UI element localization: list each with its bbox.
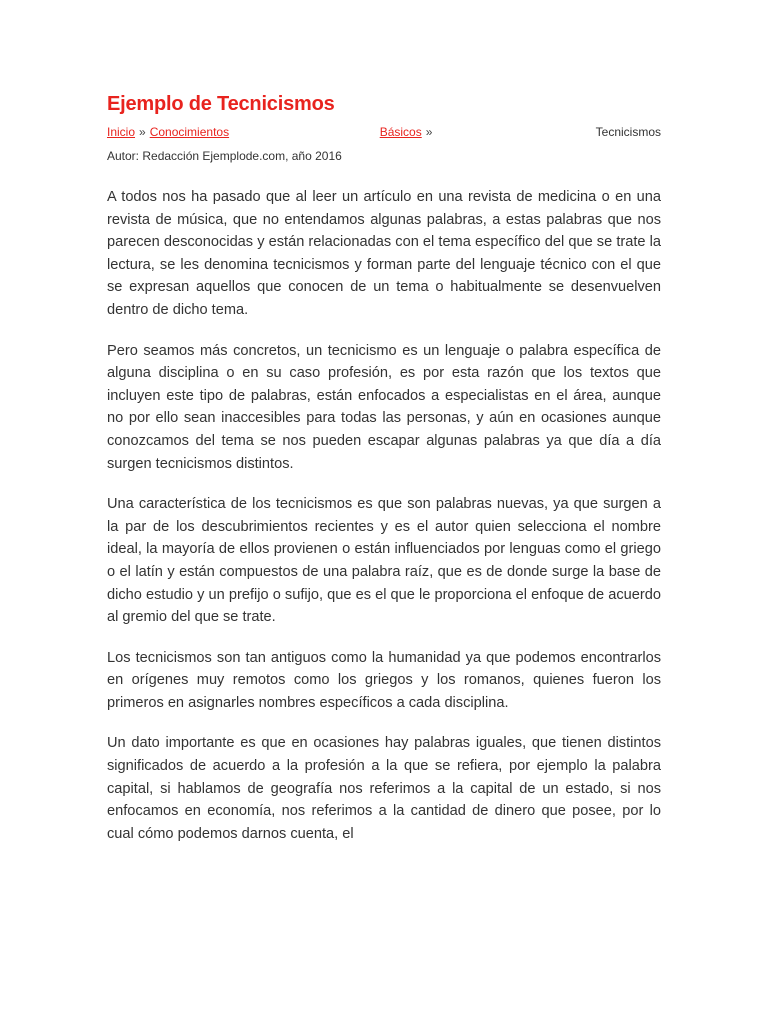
breadcrumb-subsection-link[interactable]: Básicos xyxy=(379,125,422,139)
paragraph: A todos nos ha pasado que al leer un artículo en una revista de medicina o en una revista de música, que no entendamos algunas palabras, a estas palabras que nos parecen desconocidas y están relacionadas con el tema específico del que se trate la lectura, se les denomina tecnicismos y forman parte del lenguaje técnico con el que se expresan aquellos que conocen de un tema o habitualmente se desenvuelven dentro de dicho tema. xyxy=(107,189,661,318)
page-title: Ejemplo de Tecnicismos xyxy=(107,93,335,115)
breadcrumb-separator: » xyxy=(139,125,146,139)
breadcrumb-home-link[interactable]: Inicio xyxy=(107,125,136,139)
document-page xyxy=(107,88,661,845)
breadcrumb-separator: » xyxy=(425,125,433,139)
breadcrumb-section-link[interactable]: Conocimientos xyxy=(149,125,230,139)
breadcrumb xyxy=(107,122,661,142)
paragraph: Un dato importante es que en ocasiones hay palabras iguales, que tienen distintos significados de acuerdo a la profesión a la que se refiera, por ejemplo la palabra capital, si hablamos de geografía nos referimos a la capital de un estado, si nos enfocamos en economía, nos referimos a la cantidad de dinero que posee, por lo cual cómo podemos darnos cuenta, el xyxy=(107,735,661,842)
paragraph: Una característica de los tecnicismos es que son palabras nuevas, ya que surgen a la par de los descubrimientos recientes y es el autor quien selecciona el nombre ideal, la mayoría de ellos provienen o están influenciados por lenguas como el griego o el latín y están compuestos de una palabra raíz, que es de donde surge la base de dicho estudio y un prefijo o sufijo, que es el que le proporciona el enfoque de acuerdo al gremio del que se trate. xyxy=(107,496,661,626)
breadcrumb-current: Tecnicismos xyxy=(595,125,661,139)
author-line: Autor: Redacción Ejemplode.com, año 2016 xyxy=(107,149,342,163)
paragraph: Pero seamos más concretos, un tecnicismo es un lenguaje o palabra específica de alguna disciplina o en su caso profesión, es por esta razón que los textos que incluyen este tipo de palabras, están enfocados a especialistas en el área, aunque no por ello sean inaccesibles para todas las personas, y aún en ocasiones aunque conozcamos del tema se nos pueden escapar algunas palabras ya que día a día surgen tecnicismos distintos. xyxy=(107,342,661,472)
paragraph: Los tecnicismos son tan antiguos como la humanidad ya que podemos encontrarlos en orígenes muy remotos como los griegos y los romanos, quienes fueron los primeros en asignarles nombres específicos a cada disciplina. xyxy=(107,649,661,711)
breadcrumb-section-wrap xyxy=(150,122,380,142)
